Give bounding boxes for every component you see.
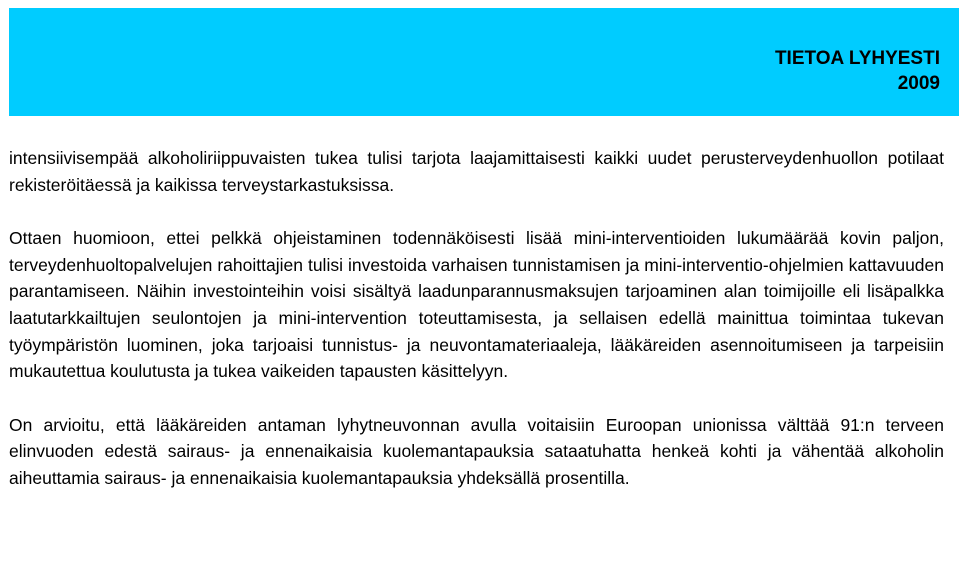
document-body [9,145,944,492]
header-title: TIETOA LYHYESTI [774,48,940,69]
header-band [9,8,959,116]
paragraph-1: intensiivisempää alkoholiriippuvaisten tukea tulisi tarjota laajamittaisesti kaikki uudet perusterveydenhuollon potilaat rekisteröitäessä ja kaikissa terveystarkastuksissa. [9,148,944,195]
header-year: 2009 [897,73,940,94]
paragraph-2: Ottaen huomioon, ettei pelkkä ohjeistaminen todennäköisesti lisää mini-interventioiden lukumäärää kovin paljon, terveydenhuoltopalvelujen rahoittajien tulisi investoida varhaisen tunnistamisen ja mini-interventio-ohjelmien kattavuuden parantamiseen. Näihin investointeihin voisi sisältyä laadunparannusmaksujen tarjoaminen alan toimijoille eli lisäpalkka laatutarkkailtujen seulontojen ja mini-intervention toteuttamisesta, ja sellaisen edellä mainittua toimintaa tukevan työympäristön luominen, joka tarjoaisi tunnistus- ja neuvontamateriaaleja, lääkäreiden asennoitumiseen ja tarpeisiin mukautettua koulutusta ja tukea vaikeiden tapausten käsittelyyn. [9,228,944,382]
paragraph-3: On arvioitu, että lääkäreiden antaman lyhytneuvonnan avulla voitaisiin Euroopan unionissa välttää 91:n terveen elinvuoden edestä sairaus- ja ennenaikaisia kuolemantapauksia sataatuhatta henkeä kohti ja vähentää alkoholin aiheuttamia sairaus- ja ennenaikaisia kuolemantapauksia yhdeksällä prosentilla. [9,414,944,488]
